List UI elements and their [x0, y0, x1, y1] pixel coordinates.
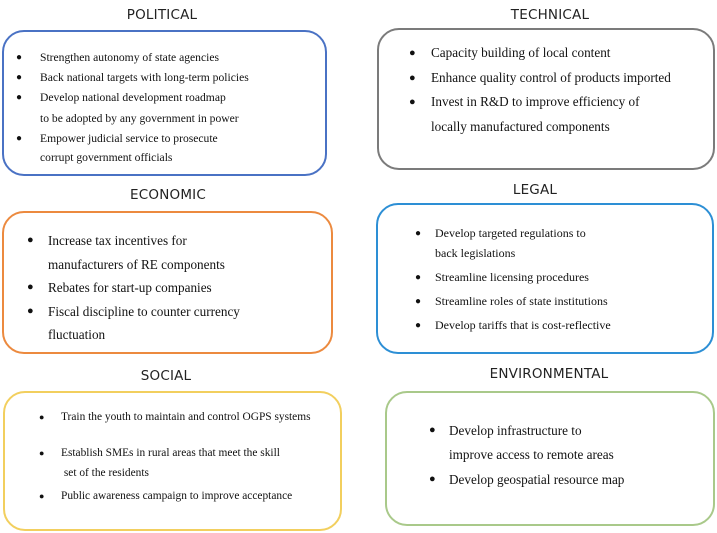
bullet-icon: ●	[27, 304, 34, 317]
bullet-icon: ●	[429, 473, 436, 485]
list-item-text: Train the youth to maintain and control OGPS systems	[61, 411, 311, 423]
list-item-text: Empower judicial service to prosecute	[40, 132, 218, 145]
list-item-text-continued: corrupt government officials	[40, 151, 173, 164]
list-item	[27, 229, 240, 276]
environmental-heading: ENVIRONMENTAL	[489, 366, 609, 382]
list-item-text: Strengthen autonomy of state agencies	[40, 51, 220, 64]
list-item-text: Streamline roles of state institutions	[435, 294, 608, 308]
list-item-text: Fiscal discipline to counter currency	[48, 303, 240, 319]
list-item-text: Establish SMEs in rural areas that meet the skill	[61, 447, 280, 459]
list-item-text: Capacity building of local content	[431, 45, 611, 60]
environmental-panel	[385, 391, 715, 526]
list-item	[39, 445, 311, 482]
list-item	[16, 50, 249, 66]
list-item-text: Develop infrastructure to	[449, 423, 582, 438]
list-item	[27, 300, 240, 347]
list-item-text: Streamline licensing procedures	[435, 270, 589, 284]
list-item	[409, 41, 671, 66]
bullet-icon: ●	[27, 234, 34, 246]
list-item	[39, 488, 311, 505]
list-item	[16, 90, 249, 127]
bullet-icon: ●	[409, 47, 416, 59]
economic-panel	[2, 211, 333, 354]
list-item	[16, 131, 249, 166]
bullet-icon: ●	[409, 71, 416, 84]
legal-panel	[376, 203, 714, 354]
bullet-icon: ●	[16, 52, 23, 63]
technical-heading: TECHNICAL	[510, 7, 590, 23]
list-item-text-continued: back legislations	[435, 246, 516, 260]
bullet-icon: ●	[39, 412, 45, 422]
political-list	[16, 50, 249, 170]
list-item-text-continued: fluctuation	[48, 327, 106, 342]
environmental-list	[429, 419, 624, 494]
bullet-icon: ●	[415, 272, 422, 283]
list-item-text: Develop geospatial resource map	[449, 472, 625, 487]
list-item	[429, 419, 624, 466]
list-item-text: Enhance quality control of products imported	[431, 69, 671, 85]
list-item-text: Develop tariffs that is cost-reflective	[435, 318, 611, 332]
bullet-icon: ●	[415, 228, 422, 239]
bullet-icon: ●	[16, 133, 23, 144]
bullet-icon: ●	[27, 281, 34, 293]
list-item	[415, 269, 611, 286]
list-item-text: Public awareness campaign to improve acceptance	[61, 490, 293, 502]
bullet-icon: ●	[39, 491, 45, 501]
bullet-icon: ●	[16, 92, 23, 103]
bullet-icon: ●	[415, 296, 422, 307]
list-item-text: Develop national development roadmap	[40, 91, 226, 104]
list-item	[409, 90, 671, 139]
political-panel	[2, 30, 327, 176]
legal-list	[415, 225, 611, 341]
list-item	[409, 66, 671, 91]
list-item-text: Develop targeted regulations to	[435, 226, 586, 240]
list-item	[415, 293, 611, 310]
bullet-icon: ●	[39, 448, 45, 458]
bullet-icon: ●	[429, 424, 436, 436]
political-heading: POLITICAL	[126, 7, 198, 23]
economic-list	[27, 229, 240, 347]
list-item-text-continued: locally manufactured components	[431, 118, 610, 134]
bullet-icon: ●	[16, 72, 23, 83]
economic-heading: ECONOMIC	[130, 187, 206, 203]
list-item-text: Rebates for start-up companies	[48, 280, 212, 295]
social-list	[39, 409, 311, 505]
list-item-text: Back national targets with long-term policies	[40, 71, 249, 84]
bullet-icon: ●	[415, 320, 422, 331]
list-item	[429, 468, 624, 492]
list-item	[415, 317, 611, 334]
list-item	[27, 276, 240, 300]
social-panel	[3, 391, 342, 531]
social-heading: SOCIAL	[140, 368, 192, 384]
list-item-text-continued: to be adopted by any government in power	[40, 112, 239, 125]
list-item-text-continued: set of the residents	[61, 467, 149, 479]
legal-heading: LEGAL	[512, 182, 558, 198]
technical-list	[409, 41, 671, 139]
list-item	[415, 225, 611, 262]
technical-panel	[377, 28, 715, 170]
bullet-icon: ●	[409, 96, 416, 108]
list-item-text-continued: manufacturers of RE components	[48, 256, 225, 272]
list-item	[16, 70, 249, 86]
list-item-text: Invest in R&D to improve efficiency of	[431, 94, 640, 109]
list-item-text-continued: improve access to remote areas	[449, 446, 614, 462]
list-item	[39, 409, 311, 426]
list-item-text: Increase tax incentives for	[48, 233, 187, 248]
